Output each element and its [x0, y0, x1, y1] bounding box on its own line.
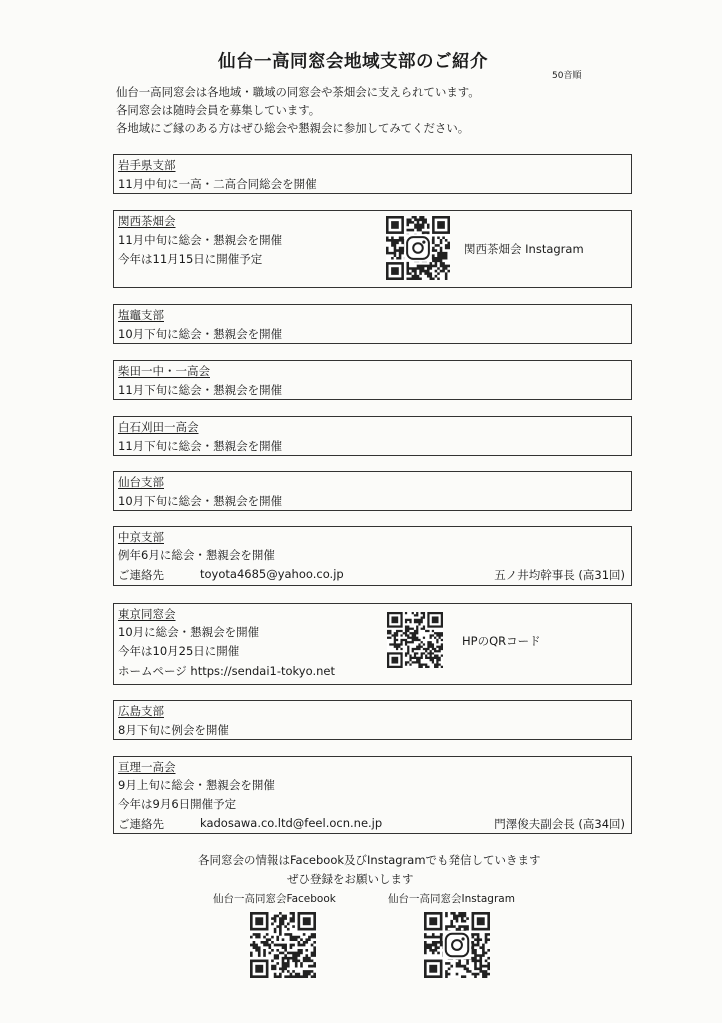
qr-finder-center: [429, 965, 437, 973]
branch-shiroishi: [113, 416, 632, 456]
facebook-qr-code-icon[interactable]: [250, 912, 316, 978]
qr-finder-center: [255, 917, 263, 925]
qr-finder-center: [255, 965, 263, 973]
branch-shibata: [113, 360, 632, 400]
branch-info: 11月中旬に総会・懇親会を開催: [118, 233, 283, 247]
branch-sendai: [113, 471, 632, 511]
footer-line-2: ぜひ登録をお願いします: [287, 872, 414, 886]
contact-person: 五ノ井均幹事長 (高31回): [494, 568, 625, 582]
qr-label: HPのQRコード: [462, 634, 541, 648]
intro-line-3: 各地域にご縁のある方はぜひ総会や懇親会に参加してみてください。: [116, 121, 470, 135]
branch-name: 亘理一高会: [118, 760, 176, 774]
branch-name: 広島支部: [118, 704, 164, 718]
facebook-label: 仙台一高同窓会Facebook: [213, 893, 336, 905]
tokyo-hp-qr-code-icon[interactable]: [387, 612, 443, 668]
branch-info: 11月中旬に一高・二高合同総会を開催: [118, 177, 317, 191]
branch-name: 柴田一中・一高会: [118, 364, 210, 378]
sort-note: 50音順: [552, 71, 582, 81]
qr-finder-center: [391, 221, 399, 229]
qr-finder-center: [391, 616, 398, 623]
qr-finder-center: [391, 657, 398, 664]
qr-finder-center: [432, 616, 439, 623]
branch-info: 今年は11月15日に開催予定: [118, 252, 263, 266]
branch-tokyo: [113, 603, 632, 685]
branch-chukyo: [113, 526, 632, 586]
branch-name: 岩手県支部: [118, 158, 176, 172]
branch-iwate: [113, 154, 632, 194]
branch-info: 8月下旬に例会を開催: [118, 723, 229, 737]
qr-finder-center: [303, 917, 311, 925]
branch-name: 関西茶畑会: [118, 214, 176, 228]
branch-info: 今年は9月6日開催予定: [118, 797, 237, 811]
branch-name: 東京同窓会: [118, 607, 176, 621]
qr-finder-center: [391, 267, 399, 275]
footer-line-1: 各同窓会の情報はFacebook及びInstagramでも発信していきます: [198, 853, 541, 867]
kansai-instagram-qr-code-icon[interactable]: [386, 216, 450, 280]
branch-info: 9月上旬に総会・懇親会を開催: [118, 778, 275, 792]
branch-shiogama: [113, 304, 632, 344]
branch-name: 中京支部: [118, 530, 164, 544]
branch-name: 塩竈支部: [118, 308, 164, 322]
branch-info: 例年6月に総会・懇親会を開催: [118, 548, 275, 562]
intro-line-1: 仙台一高同窓会は各地域・職域の同窓会や茶畑会に支えられています。: [116, 85, 480, 99]
branch-info: 10月下旬に総会・懇親会を開催: [118, 327, 283, 341]
contact-email-link[interactable]: toyota4685@yahoo.co.jp: [200, 567, 344, 581]
branch-name: 仙台支部: [118, 475, 164, 489]
qr-finder-center: [477, 917, 485, 925]
branch-info: 10月に総会・懇親会を開催: [118, 625, 260, 639]
qr-finder-center: [437, 221, 445, 229]
branch-info: 11月下旬に総会・懇親会を開催: [118, 439, 283, 453]
instagram-qr-code-icon[interactable]: [424, 912, 490, 978]
branch-info: 今年は10月25日に開催: [118, 644, 240, 658]
qr-finder-center: [429, 917, 437, 925]
qr-label: 関西茶畑会 Instagram: [464, 242, 584, 256]
contact-person: 門澤俊夫副会長 (高34回): [494, 817, 625, 831]
contact-label: ご連絡先: [118, 568, 164, 582]
contact-label: ご連絡先: [118, 817, 164, 831]
intro-line-2: 各同窓会は随時会員を募集しています。: [116, 103, 321, 117]
branch-hiroshima: [113, 700, 632, 740]
contact-email-link[interactable]: kadosawa.co.ltd@feel.ocn.ne.jp: [200, 816, 383, 830]
branch-kansai: [113, 210, 632, 288]
branch-info: 10月下旬に総会・懇親会を開催: [118, 494, 283, 508]
instagram-label: 仙台一高同窓会Instagram: [388, 893, 515, 905]
page-title: 仙台一高同窓会地域支部のご紹介: [218, 52, 488, 72]
branch-watari: [113, 756, 632, 834]
homepage-link[interactable]: ホームページ https://sendai1-tokyo.net: [118, 664, 335, 678]
branch-info: 11月下旬に総会・懇親会を開催: [118, 383, 283, 397]
branch-name: 白石刈田一高会: [118, 420, 199, 434]
